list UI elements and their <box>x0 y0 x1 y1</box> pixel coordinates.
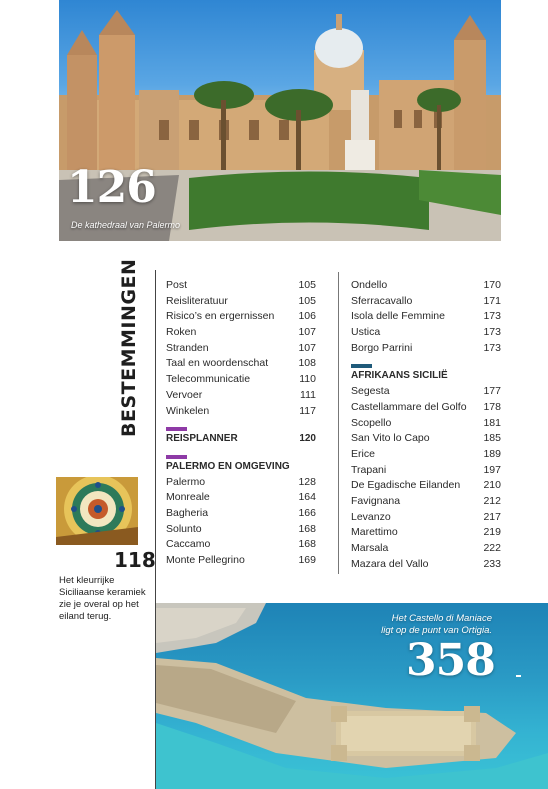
cathedral-photo <box>59 0 501 241</box>
index-entry[interactable]: Vervoer 111 <box>166 388 316 401</box>
ceramic-caption: Het kleurrijke Siciliaanse keramiek zie je overal op het eiland terug. <box>59 575 146 622</box>
index-entry[interactable]: Levanzo 217 <box>351 510 501 523</box>
index-entry[interactable]: Ondello 170 <box>351 279 501 291</box>
section-heading-reisplanner[interactable]: REISPLANNER 120 <box>166 433 316 445</box>
index-entry[interactable]: Solunto 168 <box>166 522 316 535</box>
index-entry[interactable]: Castellammare del Golfo 178 <box>351 400 501 413</box>
section-heading-afrikaans-sicilie[interactable]: AFRIKAANS SICILIË <box>351 370 448 382</box>
index-entry[interactable]: Taal en woordenschat 108 <box>166 357 316 370</box>
index-entry[interactable]: Sferracavallo 171 <box>351 294 501 307</box>
page-number-126: 126 <box>67 162 156 213</box>
index-entry[interactable]: Caccamo 168 <box>166 538 316 551</box>
index-entry[interactable]: Favignana 212 <box>351 494 501 507</box>
index-entry[interactable]: Scopello 181 <box>351 416 501 429</box>
column-separator <box>338 272 339 574</box>
index-entry[interactable]: Winkelen 117 <box>166 404 316 417</box>
index-entry[interactable]: Post 105 <box>166 279 316 291</box>
index-entry[interactable]: Roken 107 <box>166 326 316 339</box>
index-entry[interactable]: Isola delle Femmine 173 <box>351 310 501 323</box>
index-entry[interactable]: Borgo Parrini 173 <box>351 341 501 354</box>
index-entry[interactable]: Trapani 197 <box>351 463 501 476</box>
index-entry[interactable]: Segesta 177 <box>351 385 501 398</box>
caption-line-2: ligt op de punt van Ortigia. <box>381 625 492 636</box>
page-number-358: 358 <box>406 635 495 686</box>
ceramic-illustration <box>56 477 138 545</box>
section-title: BESTEMMINGEN <box>118 258 140 437</box>
index-entry[interactable]: Palermo 128 <box>166 475 316 488</box>
page-number-118: 118 <box>114 548 156 572</box>
index-entry[interactable]: Stranden 107 <box>166 341 316 354</box>
index-entry[interactable]: Monte Pellegrino 169 <box>166 554 316 566</box>
castello-photo <box>156 603 548 789</box>
section-heading-palermo[interactable]: PALERMO EN OMGEVING <box>166 460 290 472</box>
index-entry[interactable]: Risico’s en ergernissen 106 <box>166 310 316 323</box>
index-entry[interactable]: Erice 189 <box>351 447 501 460</box>
index-entry[interactable]: De Egadische Eilanden 210 <box>351 479 501 492</box>
ceramic-photo <box>56 477 138 545</box>
index-entry[interactable]: Monreale 164 <box>166 491 316 504</box>
index-entry[interactable]: Ustica 173 <box>351 326 501 339</box>
index-entry[interactable]: San Vito lo Capo 185 <box>351 432 501 445</box>
index-column-2 <box>351 278 501 572</box>
caption-line-1: Het Castello di Maniace <box>391 613 492 624</box>
index-entry[interactable]: Marettimo 219 <box>351 526 501 539</box>
index-entry[interactable]: Marsala 222 <box>351 542 501 554</box>
index-entry[interactable]: Mazara del Vallo 233 <box>351 557 501 570</box>
photo-caption <box>322 613 492 637</box>
photo-caption: De kathedraal van Palermo <box>71 220 181 230</box>
index-column-1 <box>166 278 316 569</box>
index-entry[interactable]: Telecommunicatie 110 <box>166 373 316 386</box>
index-entry[interactable]: Reisliteratuur 105 <box>166 294 316 307</box>
index-entry[interactable]: Bagheria 166 <box>166 506 316 519</box>
